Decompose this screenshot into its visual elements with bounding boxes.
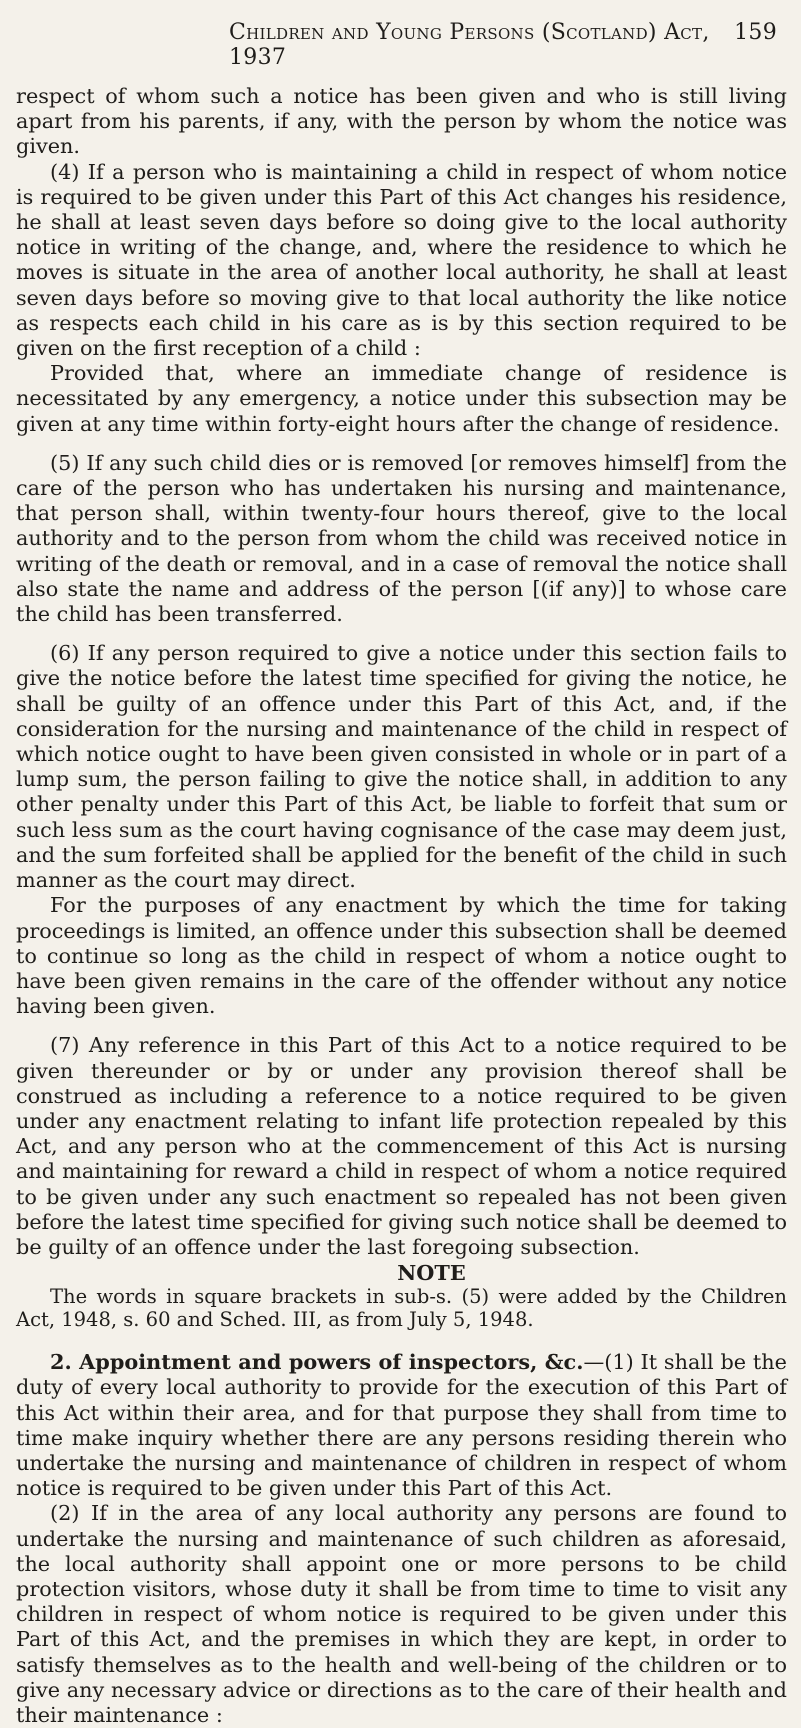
- paragraph-subsection-7: (7) Any reference in this Part of this Act to a notice required to be given thereunder or by or under any provision thereof shall be construed as including a reference to a notice required to be given under any enactment relating to infant life protection repealed by this Act, and any person who at the commencement of this Act is nursing and maintaining for reward a child in respect of whom a notice required to be given under any such enactment so repealed has not been given before the latest time specified for giving such notice shall be deemed to be guilty of an offence under the last foregoing subsection.: [16, 1033, 787, 1259]
- paragraph-limitation: For the purposes of any enactment by which the time for taking proceedings is limited, an offence under this subsection shall be deemed to continue so long as the child in respect of whom a notice ought to have been given remains in the care of the offender without any notice having been given.: [16, 893, 787, 1019]
- paragraph-subsection-6: (6) If any person required to give a notice under this section fails to give the notice before the latest time specified for giving the notice, he shall be guilty of an offence under this Part of this Act, and, if the consideration for the nursing and maintenance of the child in respect of which notice ought to have been given consisted in whole or in part of a lump sum, the person failing to give the notice shall, in addition to any other penalty under this Part of this Act, be liable to forfeit that sum or such less sum as the court having cognisance of the case may deem just, and the sum forfeited shall be applied for the benefit of the child in such manner as the court may direct.: [16, 641, 787, 893]
- running-title: Children and Young Persons (Scotland) Act, 1937: [229, 20, 710, 70]
- page-header: [16, 20, 787, 70]
- section-2-subsection-2: (2) If in the area of any local authority any persons are found to undertake the nursing and maintenance of such children as aforesaid, the local authority shall appoint one or more persons to be child protection visitors, whose duty it shall be from time to time to visit any children in respect of whom notice is required to be given under this Part of this Act, and the premises in which they are kept, in order to satisfy themselves as to the health and well-being of the children or to give any necessary advice or directions as to the care of their health and their maintenance :: [16, 1501, 787, 1727]
- page-number: 159: [734, 20, 777, 45]
- section-2-heading: 2. Appointment and powers of inspectors, &c.: [50, 1349, 584, 1375]
- note-heading: NOTE: [397, 1260, 466, 1286]
- paragraph-subsection-5: (5) If any such child dies or is removed [or removes himself] from the care of the person who has undertaken his nursing and maintenance, that person shall, within twenty-four hours thereof, give to the local authority and to the person from whom the child was received notice in writing of the death or removal, and in a case of removal the notice shall also state the name and address of the person [(if any)] to whose care the child has been transferred.: [16, 450, 787, 627]
- section-2-paragraph: [16, 1349, 787, 1501]
- paragraph-continuation: respect of whom such a notice has been given and who is still living apart from his parents, if any, with the person by whom the notice was given.: [16, 84, 787, 159]
- paragraph-subsection-4: (4) If a person who is maintaining a child in respect of whom notice is required to be given under this Part of this Act changes his residence, he shall at least seven days before so doing give to the local authority notice in writing of the change, and, where the residence to which he moves is situate in the area of another local authority, he shall at least seven days before so moving give to that local authority the like notice as respects each child in his care as is by this section required to be given on the first reception of a child :: [16, 159, 787, 361]
- note-text: The words in square brackets in sub-s. (5) were added by the Children Act, 1948, s. 60 and Sched. III, as from July 5, 1948.: [16, 1285, 787, 1332]
- section-2-intro: —(1) It shall be the duty of every local authority to provide for the execution of this Part of this Act within their area, and for that purpose they shall from time to time make inquiry whether there are any persons residing therein who undertake the nursing and maintenance of children in respect of whom notice is required to be given under this Part of this Act.: [16, 1350, 787, 1501]
- paragraph-proviso: Provided that, where an immediate change of residence is necessitated by any emergency, a notice under this subsection may be given at any time within forty-eight hours after the change of residence.: [16, 361, 787, 436]
